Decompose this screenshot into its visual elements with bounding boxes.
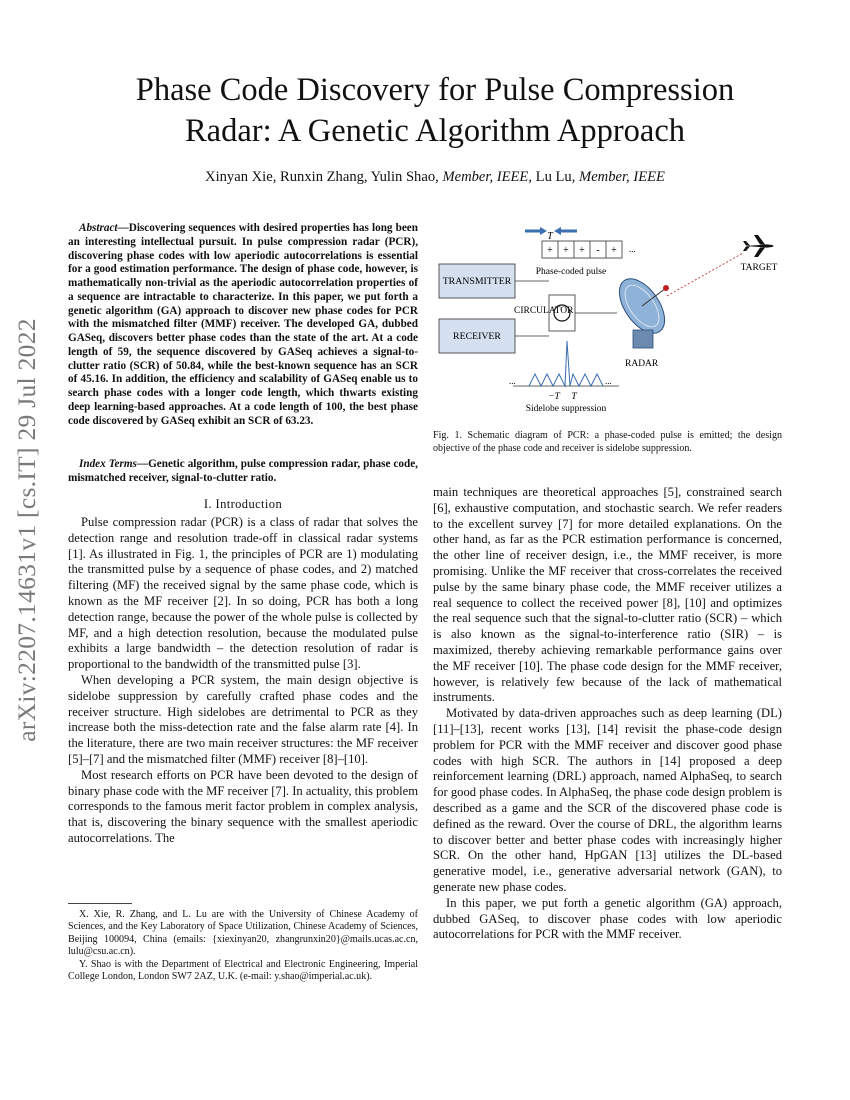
code-cell: - — [596, 245, 600, 256]
author-list: Xinyan Xie, Runxin Zhang, Yulin Shao, Member, IEEE, Lu Lu, Member, IEEE — [205, 169, 665, 185]
index-terms-text: —Genetic algorithm, pulse compression radar, phase code, mismatched receiver, signal-to-clutter ratio. — [68, 458, 418, 484]
footnote-divider — [68, 903, 132, 904]
pulse-label: Phase-coded pulse — [535, 267, 607, 277]
plot-dots-left: ... — [509, 376, 516, 386]
receiver-label: RECEIVER — [453, 331, 501, 342]
tau-arrow-right-head — [554, 227, 561, 235]
footnote: X. Xie, R. Zhang, and L. Lu are with the University of Chinese Academy of Sciences, and the Key Laboratory of Space Utilization, Chinese Academy of Sciences, Beijing 100094, China (emails: {xiexinyan20, zhangrunxin20}@mails.ucas.ac.cn, lulu@csu.ac.cn). — [68, 909, 418, 958]
sidelobe-label: Sidelobe suppression — [525, 404, 607, 414]
paragraph: Pulse compression radar (PCR) is a class of radar that solves the detection range and resolution trade-off in classical radar systems [1]. As illustrated in Fig. 1, the principles of PCR are 1) modulating the transmitted pulse by a sequence of phase codes, and 2) matched filtering (MF) the received signal by the same phase code, which is known as the MF receiver [2]. In so doing, PCR has both a long detection range, because the power of the whole pulse is collected by MF, and a high detection resolution, because the modulated pulse exhibits a large bandwidth – the detection resolution of radar is proportional to the bandwidth of the transmitted pulse [3]. — [68, 515, 418, 672]
abstract — [68, 222, 418, 428]
target-label: TARGET — [740, 263, 778, 273]
footnote: Y. Shao is with the Department of Electrical and Electronic Engineering, Imperial College London, London SW7 2AZ, U.K. (e-mail: y.shao@imperial.ac.uk). — [68, 958, 418, 983]
airplane-icon — [743, 235, 774, 257]
plot-dots-right: ... — [605, 376, 612, 386]
pcr-schematic-figure — [437, 226, 780, 422]
abstract-label: Abstract — [79, 222, 118, 234]
code-cell: + — [563, 245, 569, 256]
paragraph: main techniques are theoretical approaches [5], constrained search [6], exhaustive computation, and stochastic search. We refer readers to the excellent survey [7] for more detailed explanations. On the other hand, as far as the PCR estimation performance is concerned, the other line of receiver design, i.e., the MMF receiver, is more promising. Unlike the MF receiver that cross-correlates the received pulse by the same binary phase code, the MMF receiver utilizes a real sequence to collect the received power [8], [10] and optimizes the real sequence such that the signal-to-clutter ratio (SCR) – which is also known as the signal-to-interference ratio (SIR) – is maximized, thereby achieving remarkable performance gains over the MF receiver [10]. The phase code design for the MMF receiver, however, is relatively few because of the lack of mathematical instruments. — [433, 485, 782, 705]
index-terms — [68, 458, 418, 486]
circulator-label: CIRCULATOR — [514, 306, 574, 316]
title-line-2: Radar: A Genetic Algorithm Approach — [184, 113, 686, 149]
neg-tau-label: −T — [548, 392, 560, 402]
figure-caption: Fig. 1. Schematic diagram of PCR: a phase-coded pulse is emitted; the design objective of the phase code and receiver is sidelobe suppression. — [433, 430, 782, 454]
section-heading-introduction: I. Introduction — [203, 497, 283, 511]
radar-dish-icon — [610, 271, 673, 348]
code-cell: + — [547, 245, 553, 256]
paper-title — [70, 70, 800, 152]
title-line-1: Phase Code Discovery for Pulse Compression — [135, 72, 735, 108]
code-cell: + — [579, 245, 585, 256]
transmitter-label: TRANSMITTER — [442, 276, 512, 287]
phase-code-cells — [542, 241, 636, 258]
arxiv-identifier: arXiv:2207.14631v1 [cs.IT] 29 Jul 2022 — [12, 318, 41, 742]
paragraph: Most research efforts on PCR have been devoted to the design of binary phase code with the MF receiver [7]. In actuality, this problem corresponds to the famous merit factor problem in complex analysis, that is, discovering the binary sequence with the smallest aperiodic autocorrelations. The — [68, 767, 418, 845]
paragraph: When developing a PCR system, the main design objective is sidelobe suppression by carefully crafted phase codes and the receiver structure. High sidelobes are detrimental to PCR as they increase both the miss-detection rate and the false alarm rate [4]. In the literature, there are two main receiver structures: the MF receiver [5]–[7] and the mismatched filter (MMF) receiver [8]–[10]. — [68, 672, 418, 766]
abstract-text: —Discovering sequences with desired properties has long been an interesting intellectual pursuit. In pulse compression radar (PCR), discovering phase codes with low aperiodic autocorrelations is essential for a good estimation performance. The design of phase code, however, is mathematically non-trivial as the aperiodic autocorrelation properties of a sequence are intractable to characterize. In this paper, we put forth a genetic algorithm (GA) approach to discover new phase codes for PCR with the mismatched filter (MMF) receiver. The developed GA, dubbed GASeq, discovers better phase codes than the state of the art. At a code length of 59, the sequence discovered by GASeq achieves a signal-to-clutter ratio (SCR) of 50.84, while the best-known sequence has an SCR of 45.16. In addition, the efficiency and scalability of GASeq enable us to search phase codes with a longer code length, which thwarts existing deep learning-based approaches. At a code length of 100, the best phase code discovered by GASeq exhibit an SCR of 63.23. — [68, 222, 418, 427]
footnotes — [68, 909, 418, 983]
index-terms-label: Index Terms — [79, 458, 137, 470]
paragraph: Motivated by data-driven approaches such as deep learning (DL) [11]–[13], recent works [13], [14] revisit the phase-code design problem for PCR with the MMF receiver and discover good phase codes with high SCR. The authors in [14] proposed a deep reinforcement learning (DRL) approach, named AlphaSeq, to search for good phase codes. In AlphaSeq, the phase code design problem is described as a game and the SCR of the discovered phase code is defined as the reward. Over the course of DRL, the algorithm learns to discover better and better phase codes with increasingly higher SCR. On the other hand, HpGAN [13] utilizes the DL-based generative model, i.e., generative adversarial network (GAN), to generate new phase codes. — [433, 706, 782, 894]
pos-tau-label: T — [571, 392, 577, 402]
paragraph: In this paper, we put forth a genetic algorithm (GA) approach, dubbed GASeq, to discover phase codes with low aperiodic autocorrelations for PCR with the MMF receiver. — [433, 895, 782, 942]
code-cell: + — [611, 245, 617, 256]
radar-label: RADAR — [625, 359, 659, 369]
beam-line — [667, 253, 743, 296]
tau-label: T — [547, 231, 553, 242]
code-dots: ... — [629, 244, 636, 254]
tau-arrow-left-head — [540, 227, 547, 235]
right-column-body — [433, 485, 782, 943]
introduction-body — [68, 515, 418, 847]
autocorrelation-plot — [509, 341, 619, 386]
